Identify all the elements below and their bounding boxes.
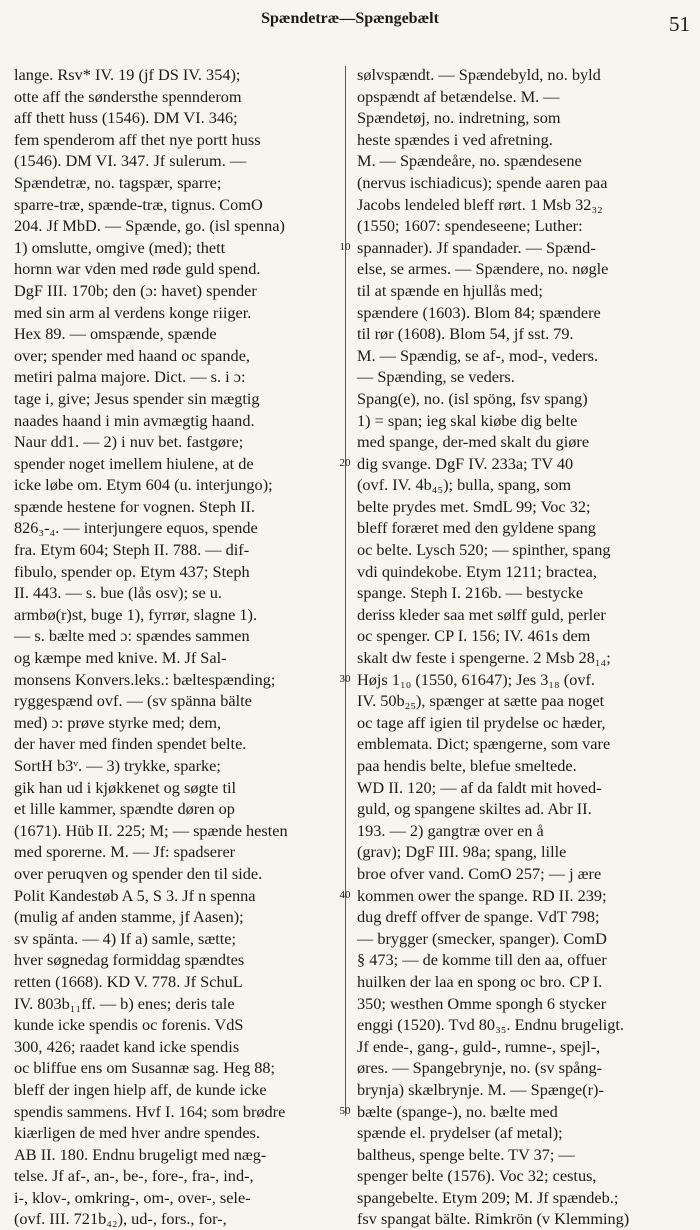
text-line: med spange, der-med skalt du giøre xyxy=(357,432,590,452)
text-line: fem spenderom aff thet nye portt huss xyxy=(14,129,261,149)
text-line: otte aff the søndersthe spennderom xyxy=(14,86,242,106)
text-line: guld, og spangene skiltes ad. Abr II. xyxy=(357,799,592,819)
text-line: paa hendis belte, blefue smeltede. xyxy=(357,756,577,775)
text-line: Hex 89. — omspænde, spænde xyxy=(14,324,217,344)
text-line: emblemata. Dict; spængerne, som vare xyxy=(357,734,611,754)
page-number: 51 xyxy=(669,12,690,36)
text-line: oc spenger. CP I. 156; IV. 461s dem xyxy=(357,626,591,646)
text-line: enggi (1520). Tvd 80₃₅. Endnu brugeligt. xyxy=(357,1015,624,1035)
text-line: M. — Spændig, se af-, mod-, veders. xyxy=(357,345,599,365)
text-line: gik han ud i kjøkkenet og søgte til xyxy=(14,777,237,797)
text-line: deriss kleder saa met sølff guld, perler xyxy=(357,604,606,624)
text-line: — brygger (smecker, spanger). ComD xyxy=(357,928,607,948)
text-line: kommen ower the spange. RD II. 239; xyxy=(357,885,607,905)
text-line: (ovf. IV. 4b₄₅); bulla, spang, som xyxy=(357,475,572,495)
text-line: lange. Rsv* IV. 19 (jf DS IV. 354); xyxy=(14,65,241,84)
text-line: 204. Jf MbD. — Spænde, go. (isl spenna) xyxy=(14,216,285,236)
text-line: med) ɔ: prøve styrke med; dem, xyxy=(14,712,222,732)
text-line: Jacobs lendeled bleff rørt. 1 Msb 32₃₂ xyxy=(357,194,603,214)
text-line: baltheus, spenge belte. TV 37; — xyxy=(357,1144,575,1164)
text-line: AB II. 180. Endnu brugeligt med næg- xyxy=(14,1144,267,1164)
text-line: IV. 50b₂₅), spænger at sætte paa noget xyxy=(357,691,605,711)
text-line: bælte (spange-), no. bælte med xyxy=(357,1101,558,1121)
text-line: DgF III. 170b; den (ɔ: havet) spender xyxy=(14,280,257,300)
text-line: et lille kammer, spændte døren op xyxy=(14,799,235,819)
text-line: fsv spangat bälte. Rimkrön (v Klemming) xyxy=(357,1209,630,1229)
text-line: (grav); DgF III. 98a; spang, lille xyxy=(357,842,567,862)
text-line: bleff foræret med den gyldene spang xyxy=(357,518,596,538)
text-line: Spændetøj, no. indretning, som xyxy=(357,108,561,128)
text-line: spendis sammens. Hvf I. 164; som brødre xyxy=(14,1101,286,1121)
text-line: telse. Jf af-, an-, be-, fore-, fra-, ind-, xyxy=(14,1166,254,1186)
text-line: der haver med finden spendet belte. xyxy=(14,734,247,754)
line-number: 50 xyxy=(339,1105,351,1117)
text-line: retten (1668). KD V. 778. Jf SchuL xyxy=(14,971,243,991)
text-line: dig svange. DgF IV. 233a; TV 40 xyxy=(357,453,574,473)
text-line: heste spændes i ved afretning. xyxy=(357,129,553,149)
text-line: sv spänta. — 4) If a) samle, sætte; xyxy=(14,928,237,948)
text-line: med sin arm al verdens konge riiger. xyxy=(14,302,252,322)
text-line: ryggespænd ovf. — (sv spänna bälte xyxy=(14,691,252,711)
text-line: kiærligen de med hver andre spendes. xyxy=(14,1123,260,1143)
text-line: else, se armes. — Spændere, no. nøgle xyxy=(357,259,609,279)
text-line: WD II. 120; — af da faldt mit hoved- xyxy=(357,777,602,797)
text-line: 350; westhen Omme spongh 6 stycker xyxy=(357,993,607,1013)
text-line: (1671). Hüb II. 225; M; — spænde hesten xyxy=(14,820,288,840)
line-number: 40 xyxy=(339,889,351,901)
text-line: II. 443. — s. bue (lås osv); se u. xyxy=(14,583,223,603)
text-line: IV. 803b₁₁ff. — b) enes; deris tale xyxy=(14,993,235,1013)
text-line: oc belte. Lysch 520; — spinther, spang xyxy=(357,540,611,560)
text-line: fibulo, spender op. Etym 437; Steph xyxy=(14,561,250,581)
text-line: hornn war vden med røde guld spend. xyxy=(14,259,261,279)
text-line: med sporerne. M. — Jf: spadserer xyxy=(14,842,236,862)
text-line: kunde icke spendis oc forenis. VdS xyxy=(14,1015,244,1035)
text-line: — Spænding, se veders. xyxy=(357,367,515,387)
text-line: brynja) skælbrynje. M. — Spænge(r)- xyxy=(357,1079,604,1099)
text-line: icke løbe om. Etym 604 (u. interjungo); xyxy=(14,475,273,495)
text-line: spangebelte. Etym 209; M. Jf spændeb.; xyxy=(357,1187,619,1207)
text-line: (1550; 1607: spendeseene; Luther: xyxy=(357,216,583,236)
text-line: spændere (1603). Blom 84; spændere xyxy=(357,302,601,322)
text-line: naades haand i min avmægtig haand. xyxy=(14,410,255,430)
text-line: huilken der laa en spong oc bro. CP I. xyxy=(357,971,603,991)
text-line: skalt dw feste i spengerne. 2 Msb 28₁₄; xyxy=(357,648,611,668)
line-number: 10 xyxy=(339,241,351,253)
text-line: 1) omslutte, omgive (med); thett xyxy=(14,237,226,257)
column-divider xyxy=(345,66,346,1116)
text-line: dug dreff offver de spange. VdT 798; xyxy=(357,907,600,927)
text-line: § 473; — de komme till den aa, offuer xyxy=(357,950,607,970)
text-line: fra. Etym 604; Steph II. 788. — dif- xyxy=(14,540,250,560)
text-line: spænde hestene for vognen. Steph II. xyxy=(14,496,255,516)
text-line: øres. — Spangebrynje, no. (sv spång- xyxy=(357,1058,603,1078)
text-line: tage i, give; Jesus spender sin mægtig xyxy=(14,388,260,408)
text-line: monsens Konvers.leks.: bæltespænding; xyxy=(14,669,276,689)
text-line: (mulig af anden stamme, jf Aasen); xyxy=(14,907,244,927)
text-line: (ovf. III. 721b₄₂), ud-, fors., for-, xyxy=(14,1209,227,1229)
text-line: Jf ende-, gang-, guld-, rumne-, spejl-, xyxy=(357,1036,601,1056)
text-line: broe ofver vand. ComO 257; — j ære xyxy=(357,863,602,883)
text-line: spænde el. prydelser (af metal); xyxy=(357,1123,563,1143)
text-line: belte prydes met. SmdL 99; Voc 32; xyxy=(357,496,591,516)
text-line: 300, 426; raadet kand icke spendis xyxy=(14,1036,240,1056)
text-line: over; spender med haand oc spande, xyxy=(14,345,250,365)
text-line: spange. Steph I. 216b. — bestycke xyxy=(357,583,584,603)
text-line: til rør (1608). Blom 54, jf sst. 79. xyxy=(357,324,574,344)
text-line: Spændetræ, no. tagspær, sparre; xyxy=(14,172,222,192)
text-line: Polit Kandestøb A 5, S 3. Jf n spenna xyxy=(14,885,256,905)
text-line: i-, klov-, omkring-, om-, over-, sele- xyxy=(14,1187,251,1207)
text-line: opspændt af betændelse. M. — xyxy=(357,86,560,106)
left-column xyxy=(14,64,338,1229)
right-column xyxy=(357,64,687,1229)
text-line: oc tage aff igien til prydelse oc hæder, xyxy=(357,712,606,732)
line-number: 30 xyxy=(339,673,351,685)
text-line: aff thett huss (1546). DM VI. 346; xyxy=(14,108,238,128)
text-line: metiri palma majore. Dict. — s. i ɔ: xyxy=(14,367,246,387)
page-header xyxy=(0,10,700,40)
running-head: Spændetræ—Spængebælt xyxy=(261,10,439,27)
text-line: — s. bælte med ɔ: spændes sammen xyxy=(14,626,250,646)
text-line: (nervus ischiadicus); spende aaren paa xyxy=(357,172,608,192)
text-line: til at spænde en hjullås med; xyxy=(357,280,543,300)
text-line: sparre-træ, spænde-træ, tignus. ComO xyxy=(14,194,263,214)
text-line: M. — Spændeåre, no. spændesene xyxy=(357,151,582,171)
text-line: over peruqven og spender den til side. xyxy=(14,863,263,883)
text-line: spender noget imellem hiulene, at de xyxy=(14,453,254,473)
text-line: hver søgnedag formiddag spændtes xyxy=(14,950,245,970)
line-number: 20 xyxy=(339,457,351,469)
text-line: bleff der ingen hielp aff, de kunde icke xyxy=(14,1079,267,1099)
text-line: spenger belte (1576). Voc 32; cestus, xyxy=(357,1166,597,1186)
text-line: 1) = span; ieg skal kiøbe dig belte xyxy=(357,410,578,430)
text-line: (1546). DM VI. 347. Jf sulerum. — xyxy=(14,151,247,171)
text-line: Spang(e), no. (isl spöng, fsv spang) xyxy=(357,388,588,408)
text-line: 826₃-₄. — interjungere equos, spende xyxy=(14,518,258,538)
text-line: og kæmpe med knive. M. Jf Sal- xyxy=(14,648,227,668)
text-line: Naur dd1. — 2) i nuv bet. fastgøre; xyxy=(14,432,244,452)
text-line: sølvspændt. — Spændebyld, no. byld xyxy=(357,65,601,84)
text-line: oc bliffue ens om Susannæ sag. Heg 88; xyxy=(14,1058,276,1078)
text-line: spannader). Jf spandader. — Spænd- xyxy=(357,237,596,257)
text-line: Højs 1₁₀ (1550, 61647); Jes 3₁₈ (ovf. xyxy=(357,669,595,689)
text-line: vdi quindekobe. Etym 1211; bractea, xyxy=(357,561,597,581)
text-line: armbø(r)st, buge 1), fyrrør, slagne 1). xyxy=(14,604,258,624)
text-line: SortH b3ᵛ. — 3) trykke, sparke; xyxy=(14,756,221,775)
text-line: 193. — 2) gangtræ over en å xyxy=(357,820,544,840)
